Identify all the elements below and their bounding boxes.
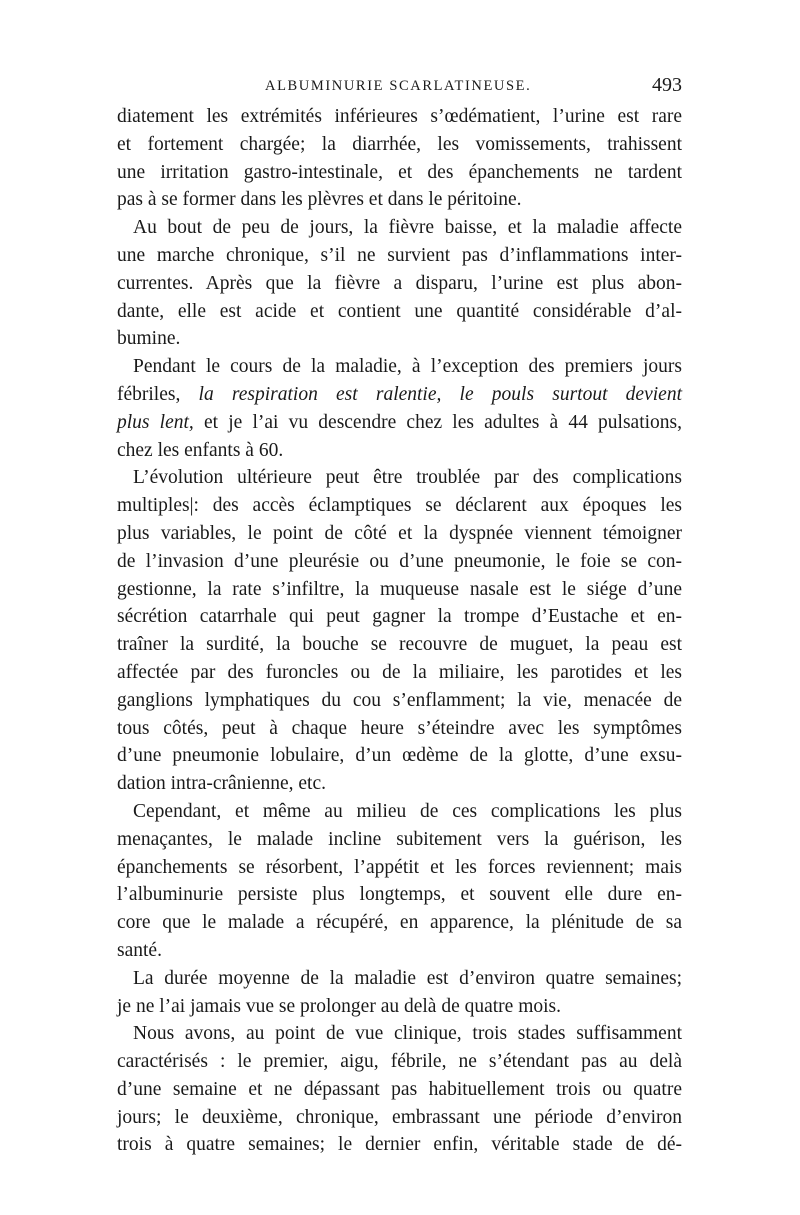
- text-span: une marche chronique, s’il ne survient pas d’inflammations inter-: [117, 244, 682, 266]
- text-span: chez les enfants à 60.: [117, 439, 284, 461]
- text-line: [117, 103, 682, 131]
- text-span: et je l’ai vu descendre chez les adultes à 44 pulsations,: [193, 411, 682, 433]
- text-line: [117, 798, 682, 826]
- text-line: [117, 770, 682, 798]
- text-span: Pendant le cours de la maladie, à l’exception des premiers jours: [133, 356, 682, 378]
- text-span: dation intra-crânienne, etc.: [117, 773, 326, 795]
- text-line: [117, 993, 682, 1021]
- text-line: [117, 437, 682, 465]
- text-line: [117, 937, 682, 965]
- text-span: diatement les extrémités inférieures s’œdématient, l’urine est rare: [117, 106, 682, 127]
- text-span: Nous avons, au point de vue clinique, trois stades suffisamment: [133, 1023, 682, 1045]
- text-span: et fortement chargée; la diarrhée, les vomissements, trahissent: [117, 133, 682, 155]
- text-span: d’une semaine et ne dépassant pas habituellement trois ou quatre: [117, 1078, 682, 1100]
- text-line: [117, 576, 682, 604]
- text-line: [117, 409, 682, 437]
- text-line: [117, 742, 682, 770]
- text-line: [117, 1048, 682, 1076]
- text-line: [117, 520, 682, 548]
- text-span: ganglions lymphatiques du cou s’enflamment; la vie, menacée de: [117, 689, 682, 711]
- text-line: [117, 298, 682, 326]
- text-span: pas à se former dans les plèvres et dans le péritoine.: [117, 189, 522, 211]
- text-span: tous côtés, peut à chaque heure s’éteindre avec les symptômes: [117, 717, 682, 739]
- page-number: 493: [652, 74, 682, 96]
- text-span: jours; le deuxième, chronique, embrassant une période d’environ: [117, 1106, 682, 1128]
- text-line: [117, 854, 682, 882]
- running-title: ALBUMINURIE SCARLATINEUSE.: [265, 78, 532, 94]
- text-span: multiples|: des accès éclamptiques se déclarent aux époques les: [117, 495, 682, 517]
- text-span: plus variables, le point de côté et la dyspnée viennent témoigner: [117, 522, 682, 544]
- text-span: Cependant, et même au milieu de ces complications les plus: [133, 800, 682, 822]
- text-line: [117, 464, 682, 492]
- text-line: [117, 1020, 682, 1048]
- text-span: currentes. Après que la fièvre a disparu, l’urine est plus abon-: [117, 272, 682, 294]
- text-span: sécrétion catarrhale qui peut gagner la trompe d’Eustache et en-: [117, 606, 682, 628]
- text-span: menaçantes, le malade incline subitement vers la guérison, les: [117, 828, 682, 850]
- text-line: [117, 270, 682, 298]
- text-line: [117, 687, 682, 715]
- text-line: [117, 826, 682, 854]
- text-line: [117, 659, 682, 687]
- text-line: [117, 131, 682, 159]
- text-span: core que le malade a récupéré, en apparence, la plénitude de sa: [117, 912, 682, 934]
- text-line: [117, 603, 682, 631]
- text-line: [117, 965, 682, 993]
- text-span: Au bout de peu de jours, la fièvre baisse, et la maladie affecte: [133, 217, 682, 239]
- text-span: je ne l’ai jamais vue se prolonger au delà de quatre mois.: [117, 995, 562, 1017]
- text-line: [117, 715, 682, 743]
- text-span: santé.: [117, 939, 162, 961]
- text-line: [117, 1131, 682, 1159]
- text-span: de l’invasion d’une pleurésie ou d’une pneumonie, le foie se con-: [117, 550, 682, 572]
- text-line: [117, 242, 682, 270]
- text-span: d’une pneumonie lobulaire, d’un œdème de la glotte, d’une exsu-: [117, 745, 682, 767]
- text-span: affectée par des furoncles ou de la miliaire, les parotides et les: [117, 661, 682, 683]
- text-span: une irritation gastro-intestinale, et des épanchements ne tardent: [117, 161, 682, 183]
- text-span: L’évolution ultérieure peut être troublée par des complications: [133, 467, 682, 489]
- text-line: [117, 631, 682, 659]
- text-line: [117, 353, 682, 381]
- text-line: [117, 186, 682, 214]
- text-span: traîner la surdité, la bouche se recouvre de muguet, la peau est: [117, 634, 682, 656]
- text-span: l’albuminurie persiste plus longtemps, et souvent elle dure en-: [117, 884, 682, 906]
- text-span: La durée moyenne de la maladie est d’environ quatre semaines;: [133, 967, 682, 989]
- text-line: [117, 909, 682, 937]
- italic-text-span: plus lent,: [117, 411, 194, 433]
- text-line: [117, 1076, 682, 1104]
- text-span: épanchements se résorbent, l’appétit et les forces reviennent; mais: [117, 856, 682, 878]
- text-span: gestionne, la rate s’infiltre, la muqueuse nasale est le siége d’une: [117, 578, 682, 600]
- text-span: dante, elle est acide et contient une quantité considérable d’al-: [117, 300, 682, 322]
- body-text: [117, 103, 682, 1159]
- italic-text-span: la respiration est ralentie, le pouls surtout devient: [198, 383, 682, 405]
- text-span: caractérisés : le premier, aigu, fébrile, ne s’étendant pas au delà: [117, 1051, 682, 1073]
- text-span: trois à quatre semaines; le dernier enfin, véritable stade de dé-: [117, 1134, 682, 1156]
- text-span: bumine.: [117, 328, 181, 350]
- text-line: [117, 159, 682, 187]
- text-line: [117, 325, 682, 353]
- text-line: [117, 548, 682, 576]
- text-line: [117, 492, 682, 520]
- text-line: [117, 881, 682, 909]
- text-line: [117, 1104, 682, 1132]
- text-line: [117, 214, 682, 242]
- text-line: [117, 381, 682, 409]
- page-header: [117, 74, 682, 100]
- text-span: fébriles,: [117, 383, 199, 405]
